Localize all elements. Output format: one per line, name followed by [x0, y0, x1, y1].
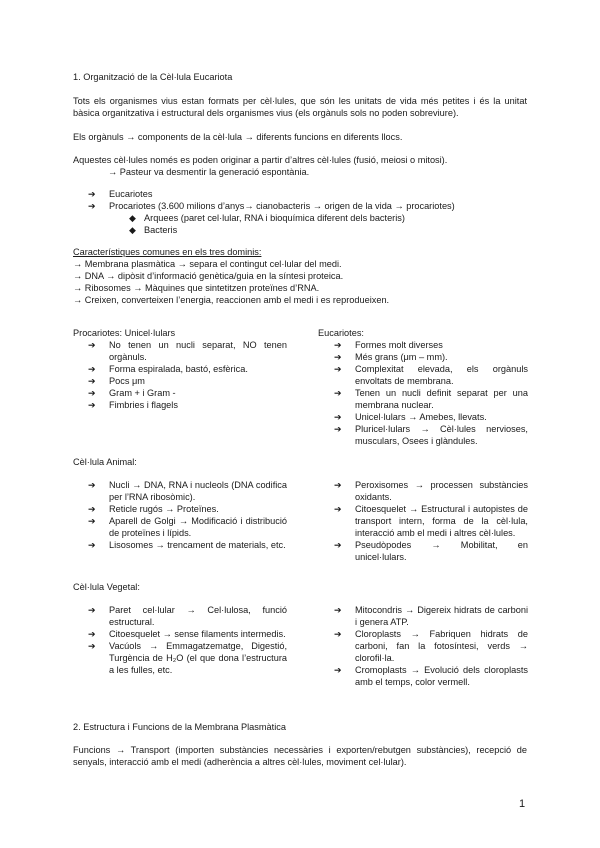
- list-item: → Creixen, converteixen l’energia, reaccionen amb el medi i es reprodueixen.: [73, 295, 390, 305]
- arrow-icon: ➔: [334, 629, 342, 639]
- arrow-icon: ➔: [88, 540, 96, 550]
- list-item: ➔ Paret cel·lular → Cel·lulosa, funció estructural.: [88, 605, 287, 627]
- arrow-icon: ➔: [88, 480, 96, 490]
- diamond-icon: ◆: [129, 213, 136, 223]
- arrow-icon: ➔: [88, 504, 96, 514]
- common-heading: Característiques comunes en els tres dominis:: [73, 247, 262, 257]
- arrow-icon: ➔: [88, 641, 96, 651]
- list-item: ➔ Formes molt diverses: [334, 340, 443, 350]
- list-item: ➔ Unicel·lulars → Amebes, llevats.: [334, 412, 487, 422]
- page-number: 1: [519, 798, 526, 810]
- list-item: ➔ Lisosomes → trencament de materials, etc.: [88, 540, 286, 550]
- list-item: ➔ Més grans (μm – mm).: [334, 352, 448, 362]
- arrow-icon: ➔: [334, 480, 342, 490]
- list-item: ➔ Vacúols → Emmagatzematge, Digestió, Turgència de H₂O (el que dona l’estructura a les fulles, etc.: [88, 641, 287, 675]
- section2-heading: 2. Estructura i Funcions de la Membrana Plasmàtica: [73, 722, 286, 732]
- arrow-icon: ➔: [334, 340, 342, 350]
- list-item: ➔ Pseudòpodes → Mobilitat, en unicel·lulars.: [334, 540, 528, 562]
- vegetal-right-list: [334, 604, 528, 688]
- arrow-icon: ➔: [334, 388, 342, 398]
- diamond-icon: ◆: [129, 225, 136, 235]
- domain-list: [88, 188, 528, 236]
- arrow-icon: ➔: [88, 340, 96, 350]
- vegetal-title: Cèl·lula Vegetal:: [73, 582, 140, 592]
- section1-para1: Tots els organismes vius estan formats per cèl·lules, que són les unitats de vida més petites i és la unitat bàsica organitzativa i estructural dels organismes vius (els orgànuls sols no poden sobreviure).: [73, 96, 527, 118]
- vegetal-left-list: [88, 604, 287, 676]
- section1-para2: Els orgànuls → components de la cèl·lula → diferents funcions en diferents llocs.: [73, 132, 403, 142]
- list-item: ◆ Arquees (paret cel·lular, RNA i bioquímica diferent dels bacteris): [129, 213, 405, 223]
- arrow-icon: ➔: [334, 364, 342, 374]
- animal-title: Cèl·lula Animal:: [73, 457, 137, 467]
- procariotes-title: Procariotes: Unicel·lulars: [73, 328, 176, 338]
- arrow-icon: ➔: [88, 189, 96, 199]
- arrow-icon: ➔: [88, 516, 96, 526]
- arrow-icon: ➔: [88, 388, 96, 398]
- section1-para3-sub: → Pasteur va desmentir la generació espontània.: [108, 167, 310, 177]
- common-list: [73, 258, 389, 306]
- list-item: ◆ Bacteris: [129, 225, 178, 235]
- list-item: ➔ Citoesquelet → sense filaments intermedis.: [88, 629, 286, 639]
- eucariotes-title: Eucariotes:: [318, 328, 364, 338]
- arrow-icon: ➔: [88, 376, 96, 386]
- eucariotes-list: [334, 339, 528, 447]
- list-item: ➔ Procariotes (3.600 milions d’anys→ cianobacteris → origen de la vida → procariotes): [88, 201, 455, 211]
- list-item: ➔ Forma espiralada, bastó, esfèrica.: [88, 364, 248, 374]
- animal-right-list: [334, 479, 528, 563]
- sublist: [88, 212, 528, 236]
- arrow-icon: ➔: [334, 352, 342, 362]
- arrow-icon: ➔: [88, 605, 96, 615]
- list-item: → Ribosomes → Màquines que sintetitzen proteïnes d’RNA.: [73, 283, 320, 293]
- list-item: ➔ Cloroplasts → Fabriquen hidrats de carboni, fan la fotosíntesi, verds → clorofil·la.: [334, 629, 528, 663]
- list-item: ➔ Aparell de Golgi → Modificació i distribució de proteïnes i lípids.: [88, 516, 287, 538]
- list-item: ➔ Eucariotes: [88, 189, 153, 199]
- list-item: ➔ Citoesquelet → Estructural i autopistes de transport intern, forma de la cèl·lula, interacció amb el medi i altres cèl·lules.: [334, 504, 528, 538]
- arrow-icon: ➔: [88, 400, 96, 410]
- section1-para3: Aquestes cèl·lules només es poden originar a partir d’altres cèl·lules (fusió, meiosi o mitosi).: [73, 155, 448, 165]
- section2-para: Funcions → Transport (importen substàncies necessàries i exporten/rebutgen substàncies), recepció de senyals, interacció amb el medi (adherència a altres cèl·lules, moviment cel·lular).: [73, 745, 527, 767]
- arrow-icon: ➔: [334, 504, 342, 514]
- list-item: ➔ Mitocondris → Digereix hidrats de carboni i genera ATP.: [334, 605, 528, 627]
- list-item: ➔ Pluricel·lulars → Cèl·lules nervioses, musculars, Osees i glàndules.: [334, 424, 528, 446]
- list-item: → Membrana plasmàtica → separa el contingut cel·lular del medi.: [73, 259, 342, 269]
- list-item: ➔ No tenen un nucli separat, NO tenen orgànuls.: [88, 340, 287, 362]
- list-item: ➔ Gram + i Gram -: [88, 388, 176, 398]
- arrow-icon: ➔: [334, 424, 342, 434]
- list-item: ➔ Pocs μm: [88, 376, 145, 386]
- arrow-icon: ➔: [334, 412, 342, 422]
- list-item: ➔ Tenen un nucli definit separat per una membrana nuclear.: [334, 388, 528, 410]
- arrow-icon: ➔: [334, 665, 342, 675]
- arrow-icon: ➔: [88, 629, 96, 639]
- arrow-icon: ➔: [334, 605, 342, 615]
- list-item: ➔ Fimbries i flagels: [88, 400, 178, 410]
- arrow-icon: ➔: [88, 201, 96, 211]
- list-item: ➔ Reticle rugós → Proteïnes.: [88, 504, 219, 514]
- animal-left-list: [88, 479, 287, 551]
- list-item: ➔ Cromoplasts → Evolució dels cloroplasts amb el temps, color vermell.: [334, 665, 528, 687]
- arrow-icon: ➔: [88, 364, 96, 374]
- section1-heading: 1. Organització de la Cèl·lula Eucariota: [73, 72, 233, 82]
- list-item: ➔ Complexitat elevada, els orgànuls envoltats de membrana.: [334, 364, 528, 386]
- list-item: → DNA → dipòsit d’informació genètica/guia en la síntesi proteica.: [73, 271, 344, 281]
- procariotes-list: [88, 339, 287, 411]
- list-item: ➔ Nucli → DNA, RNA i nucleols (DNA codifica per l’RNA ribosòmic).: [88, 480, 287, 502]
- list-item: ➔ Peroxisomes → processen substàncies oxidants.: [334, 480, 528, 502]
- arrow-icon: ➔: [334, 540, 342, 550]
